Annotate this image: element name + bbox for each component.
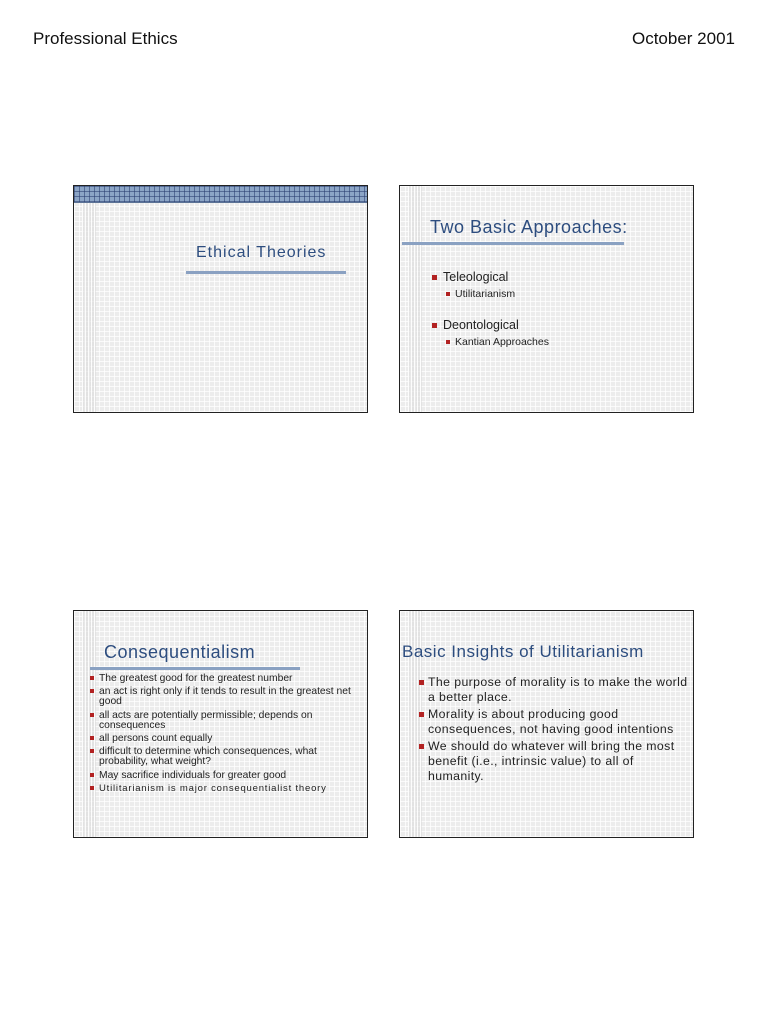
- list-item: [90, 771, 362, 781]
- bullet-icon: [90, 773, 94, 777]
- bullet-text: all persons count equally: [99, 733, 213, 745]
- title-underline: [186, 271, 346, 274]
- page-header-title: Professional Ethics: [33, 29, 178, 48]
- slide-basic-insights: [399, 610, 694, 838]
- list-item: [432, 318, 682, 348]
- approach-subitem: [446, 336, 682, 348]
- approach-subitem: [446, 288, 682, 300]
- slide-title: Ethical Theories: [196, 244, 327, 261]
- slide-title: Consequentialism: [104, 642, 256, 662]
- bullet-text: The greatest good for the greatest number: [99, 673, 293, 684]
- bullet-list: [90, 674, 362, 797]
- bullet-text: We should do whatever will bring the most benefit (i.e., intrinsic value) to all of humanity.: [428, 739, 675, 783]
- slide-consequentialism: [73, 610, 368, 838]
- bullet-text: Utilitarianism is major consequentialist theory: [99, 782, 327, 794]
- bullet-text: The purpose of morality is to make the world a better place.: [428, 675, 688, 704]
- approach-label: Deontological: [443, 318, 519, 332]
- slide-ethical-theories: [73, 185, 368, 413]
- bullet-icon: [419, 712, 424, 717]
- slide-title: Two Basic Approaches:: [430, 217, 628, 237]
- list-item: [419, 707, 689, 737]
- list-item: [419, 675, 689, 705]
- approach-label: Teleological: [443, 270, 509, 284]
- bullet-icon: [90, 676, 94, 680]
- list-item: [90, 687, 362, 707]
- approach-sub-label: Kantian Approaches: [455, 336, 549, 348]
- slide-two-basic-approaches: [399, 185, 694, 413]
- list-item: [90, 747, 362, 767]
- bullet-text: Morality is about producing good consequences, not having good intentions: [428, 707, 674, 736]
- bullet-icon: [90, 736, 94, 740]
- bullet-icon: [446, 292, 450, 296]
- bullet-list: [419, 675, 689, 786]
- title-underline: [90, 667, 300, 670]
- title-underline: [402, 242, 624, 245]
- list-item: [90, 711, 362, 731]
- list-item: [90, 674, 362, 684]
- bullet-icon: [446, 340, 450, 344]
- page-header-date: October 2001: [631, 29, 735, 48]
- bullet-text: all acts are potentially permissible; depends on consequences: [99, 709, 313, 731]
- bullet-text: May sacrifice individuals for greater good: [99, 769, 287, 781]
- list-item: [90, 784, 362, 794]
- bullet-icon: [90, 786, 94, 790]
- slide-decor-stripe: [82, 186, 96, 412]
- bullet-icon: [419, 744, 424, 749]
- bullet-icon: [432, 275, 437, 280]
- approach-sub-label: Utilitarianism: [455, 288, 516, 300]
- slide-decor-stripe: [408, 186, 422, 412]
- list-item: [90, 734, 362, 744]
- bullet-text: difficult to determine which consequences, what probability, what weight?: [99, 746, 317, 768]
- approach-list: [432, 270, 682, 366]
- approach-name: [432, 270, 682, 284]
- bullet-icon: [90, 713, 94, 717]
- bullet-icon: [419, 680, 424, 685]
- approach-name: [432, 318, 682, 332]
- bullet-text: an act is right only if it tends to result in the greatest net good: [99, 686, 351, 708]
- bullet-icon: [90, 689, 94, 693]
- slide-title: Basic Insights of Utilitarianism: [402, 642, 644, 661]
- bullet-icon: [90, 749, 94, 753]
- list-item: [419, 739, 689, 784]
- slide-title-band: [74, 186, 367, 203]
- list-item: [432, 270, 682, 300]
- bullet-icon: [432, 323, 437, 328]
